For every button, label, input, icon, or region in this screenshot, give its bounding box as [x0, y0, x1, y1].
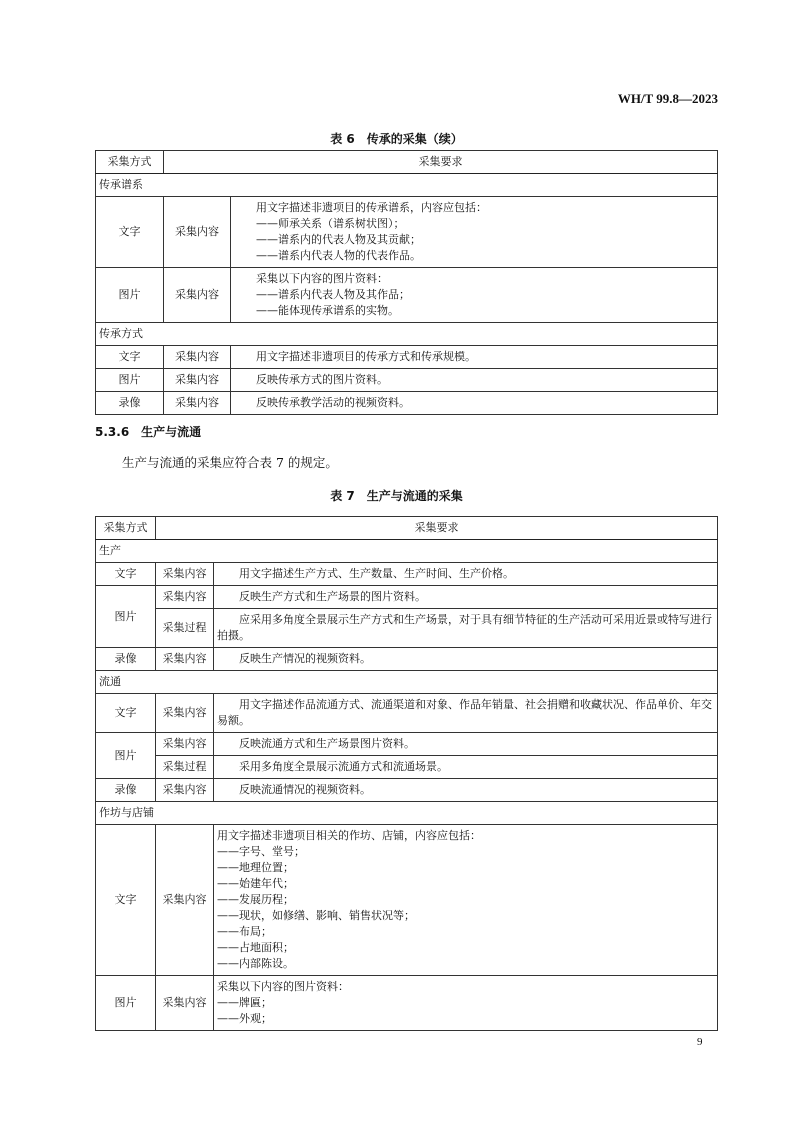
- table7: [95, 516, 718, 1031]
- requirement-line: 采用多角度全景展示流通方式和流通场景。: [239, 760, 448, 773]
- table-row: [96, 346, 718, 369]
- table-row: [96, 563, 718, 586]
- requirement-line: 反映生产方式和生产场景的图片资料。: [239, 590, 426, 603]
- method-cell: 录像: [96, 392, 164, 415]
- section-row: [96, 174, 718, 197]
- method-cell: 图片: [96, 586, 156, 648]
- requirement-line: ——始建年代；: [217, 877, 294, 890]
- requirement-cell: [214, 609, 718, 648]
- column-header-method: 采集方式: [96, 151, 164, 174]
- section-label: 传承方式: [96, 323, 718, 346]
- requirement-line: ——谱系内代表人物及其作品；: [256, 288, 410, 301]
- kind-cell: 采集过程: [156, 756, 214, 779]
- method-cell: 图片: [96, 733, 156, 779]
- requirement-line: 反映流通情况的视频资料。: [239, 783, 371, 796]
- table-row: [96, 648, 718, 671]
- requirement-line: ——能体现传承谱系的实物。: [256, 304, 399, 317]
- kind-cell: 采集过程: [156, 609, 214, 648]
- method-cell: 文字: [96, 197, 164, 268]
- section-row: [96, 323, 718, 346]
- section-row: [96, 802, 718, 825]
- table-row: [96, 756, 718, 779]
- table6-title: 表 6 传承的采集（续）: [330, 132, 463, 146]
- requirement-cell: [231, 346, 718, 369]
- requirement-cell: [231, 392, 718, 415]
- table-row: [96, 825, 718, 976]
- requirement-cell: [214, 733, 718, 756]
- requirement-line: ——发展历程；: [217, 893, 294, 906]
- requirement-line: ——占地面积；: [217, 941, 294, 954]
- requirement-cell: [231, 369, 718, 392]
- column-header-method: 采集方式: [96, 517, 156, 540]
- section-heading: 5.3.6 生产与流通: [95, 425, 202, 439]
- requirement-cell: [214, 586, 718, 609]
- table-row: [96, 976, 718, 1031]
- method-cell: 图片: [96, 369, 164, 392]
- requirement-cell: [214, 694, 718, 733]
- method-cell: 文字: [96, 694, 156, 733]
- document-code: WH/T 99.8—2023: [617, 91, 718, 106]
- method-cell: 文字: [96, 563, 156, 586]
- kind-cell: 采集内容: [164, 268, 231, 323]
- section-label: 生产: [96, 540, 718, 563]
- kind-cell: 采集内容: [156, 694, 214, 733]
- requirement-line: 反映传承方式的图片资料。: [256, 373, 388, 386]
- page-number: 9: [697, 1036, 703, 1048]
- method-cell: 图片: [96, 976, 156, 1031]
- requirement-cell: [214, 976, 718, 1031]
- requirement-cell: [214, 756, 718, 779]
- requirement-line: 用文字描述作品流通方式、流通渠道和对象、作品年销量、社会捐赠和收藏状况、作品单价、年交易额。: [217, 698, 712, 727]
- kind-cell: 采集内容: [164, 346, 231, 369]
- requirement-line: 应采用多角度全景展示生产方式和生产场景，对于具有细节特征的生产活动可采用近景或特写进行拍摄。: [217, 613, 712, 642]
- requirement-line: ——谱系内的代表人物及其贡献；: [256, 233, 421, 246]
- kind-cell: 采集内容: [156, 586, 214, 609]
- table-row: [96, 197, 718, 268]
- kind-cell: 采集内容: [156, 733, 214, 756]
- requirement-line: ——师承关系（谱系树状图）；: [256, 217, 405, 230]
- requirement-cell: [214, 563, 718, 586]
- requirement-line: 采集以下内容的图片资料：: [217, 980, 349, 993]
- requirement-cell: [231, 268, 718, 323]
- section-label: 作坊与店铺: [96, 802, 718, 825]
- requirement-cell: [214, 825, 718, 976]
- requirement-cell: [214, 648, 718, 671]
- method-cell: 文字: [96, 825, 156, 976]
- requirement-line: 用文字描述非遗项目的传承方式和传承规模。: [256, 350, 476, 363]
- table-row: [96, 268, 718, 323]
- section-row: [96, 671, 718, 694]
- section-label: 流通: [96, 671, 718, 694]
- requirement-line: ——谱系内代表人物的代表作品。: [256, 249, 421, 262]
- requirement-line: ——内部陈设。: [217, 957, 294, 970]
- section-label: 传承谱系: [96, 174, 718, 197]
- requirement-line: 反映传承教学活动的视频资料。: [256, 396, 410, 409]
- requirement-cell: [214, 779, 718, 802]
- table6: [95, 150, 718, 415]
- table-row: [96, 733, 718, 756]
- requirement-line: 用文字描述非遗项目的传承谱系，内容应包括：: [256, 201, 487, 214]
- table-header-row: [96, 517, 718, 540]
- table7-title: 表 7 生产与流通的采集: [330, 489, 463, 503]
- kind-cell: 采集内容: [156, 779, 214, 802]
- method-cell: 录像: [96, 648, 156, 671]
- requirement-line: ——牌匾；: [217, 996, 272, 1009]
- method-cell: 文字: [96, 346, 164, 369]
- kind-cell: 采集内容: [156, 563, 214, 586]
- column-header-requirement: 采集要求: [156, 517, 718, 540]
- requirement-line: 用文字描述非遗项目相关的作坊、店铺，内容应包括：: [217, 829, 481, 842]
- kind-cell: 采集内容: [156, 648, 214, 671]
- requirement-line: ——外观；: [217, 1012, 272, 1025]
- kind-cell: 采集内容: [156, 825, 214, 976]
- requirement-line: ——地理位置；: [217, 861, 294, 874]
- table-header-row: [96, 151, 718, 174]
- table-row: [96, 392, 718, 415]
- requirement-line: 采集以下内容的图片资料：: [256, 272, 388, 285]
- table-row: [96, 369, 718, 392]
- method-cell: 图片: [96, 268, 164, 323]
- kind-cell: 采集内容: [156, 976, 214, 1031]
- kind-cell: 采集内容: [164, 392, 231, 415]
- requirement-line: 用文字描述生产方式、生产数量、生产时间、生产价格。: [239, 567, 514, 580]
- column-header-requirement: 采集要求: [164, 151, 718, 174]
- table-row: [96, 779, 718, 802]
- method-cell: 录像: [96, 779, 156, 802]
- table-row: [96, 609, 718, 648]
- section-paragraph: 生产与流通的采集应符合表 7 的规定。: [122, 455, 338, 470]
- requirement-line: ——现状，如修缮、影响、销售状况等；: [217, 909, 415, 922]
- table-row: [96, 586, 718, 609]
- section-row: [96, 540, 718, 563]
- requirement-line: 反映生产情况的视频资料。: [239, 652, 371, 665]
- kind-cell: 采集内容: [164, 197, 231, 268]
- kind-cell: 采集内容: [164, 369, 231, 392]
- requirement-cell: [231, 197, 718, 268]
- requirement-line: ——字号、堂号；: [217, 845, 305, 858]
- table-row: [96, 694, 718, 733]
- requirement-line: 反映流通方式和生产场景图片资料。: [239, 737, 415, 750]
- requirement-line: ——布局；: [217, 925, 272, 938]
